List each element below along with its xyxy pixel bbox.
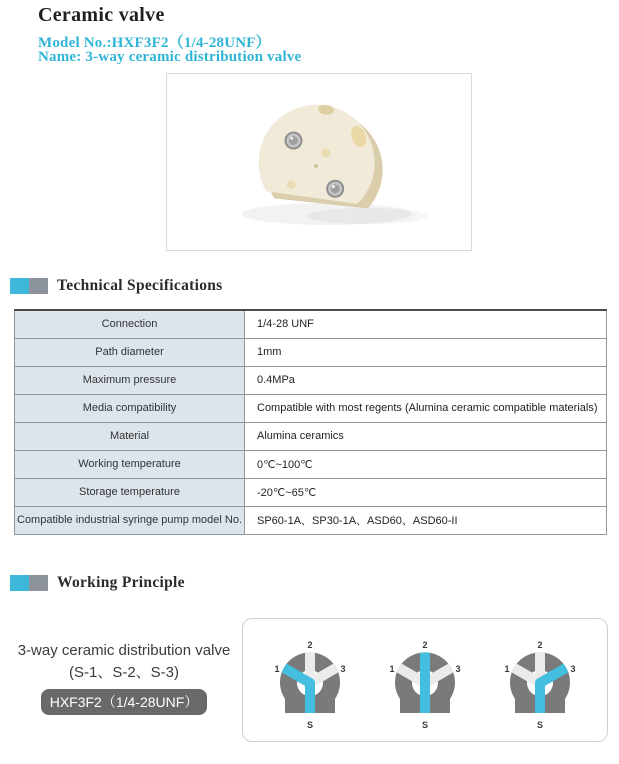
table-row [15, 478, 607, 506]
port-label: 3 [340, 664, 346, 674]
table-row [15, 422, 607, 450]
valve-diagrams-panel [242, 618, 608, 742]
section-title: Working Principle [57, 574, 185, 591]
section-header-working-principle [10, 574, 185, 592]
table-row [15, 366, 607, 394]
working-principle-caption [6, 639, 242, 715]
port-label: 3 [455, 664, 461, 674]
spec-label: Material [15, 422, 245, 450]
port-label: 1 [389, 664, 395, 674]
spec-table [14, 309, 607, 535]
model-number-line: Model No.:HXF3F2（1/4-28UNF） [38, 35, 271, 51]
table-row [15, 394, 607, 422]
page-title: Ceramic valve [38, 4, 165, 26]
spec-value: 0.4MPa [245, 366, 607, 394]
port-label: 1 [504, 664, 510, 674]
table-row [15, 310, 607, 338]
spec-label: Media compatibility [15, 394, 245, 422]
spec-value: 1mm [245, 338, 607, 366]
product-name-line: Name: 3-way ceramic distribution valve [38, 49, 302, 65]
section-marker-cyan-square [10, 575, 29, 591]
section-marker-gray-square [29, 575, 48, 591]
section-marker-gray-square [29, 278, 48, 294]
section-marker-cyan-square [10, 278, 29, 294]
section-header-technical-specifications [10, 277, 223, 295]
valve-diagram-position-1 [265, 635, 355, 745]
port-label: 2 [537, 640, 543, 650]
table-row [15, 450, 607, 478]
spec-value: 0℃~100℃ [245, 450, 607, 478]
spec-label: Connection [15, 310, 245, 338]
valve-diagram-position-2 [380, 635, 470, 745]
port-label: S [421, 720, 429, 730]
table-row [15, 338, 607, 366]
spec-value: SP60-1A、SP30-1A、ASD60、ASD60-II [245, 506, 607, 534]
port-label: 1 [274, 664, 280, 674]
port-label: 2 [307, 640, 313, 650]
spec-label: Maximum pressure [15, 366, 245, 394]
spec-value: -20℃~65℃ [245, 478, 607, 506]
spec-label: Storage temperature [15, 478, 245, 506]
spec-label: Working temperature [15, 450, 245, 478]
section-title: Technical Specifications [57, 277, 223, 294]
product-photo-frame [166, 73, 472, 251]
caption-line-1: 3-way ceramic distribution valve [17, 642, 231, 659]
spec-value: 1/4-28 UNF [245, 310, 607, 338]
product-photo [167, 74, 471, 250]
spec-value: Compatible with most regents (Alumina ceramic compatible materials) [245, 394, 607, 422]
spec-value: Alumina ceramics [245, 422, 607, 450]
port-label: S [306, 720, 314, 730]
port-label: 3 [570, 664, 576, 674]
model-badge: HXF3F2（1/4-28UNF） [41, 689, 208, 715]
valve-diagram-position-3 [495, 635, 585, 745]
port-label: S [536, 720, 544, 730]
spec-label: Path diameter [15, 338, 245, 366]
port-label: 2 [422, 640, 428, 650]
spec-label: Compatible industrial syringe pump model No. [15, 506, 245, 534]
caption-line-2: (S-1、S-2、S-3) [68, 664, 180, 681]
table-row [15, 506, 607, 534]
